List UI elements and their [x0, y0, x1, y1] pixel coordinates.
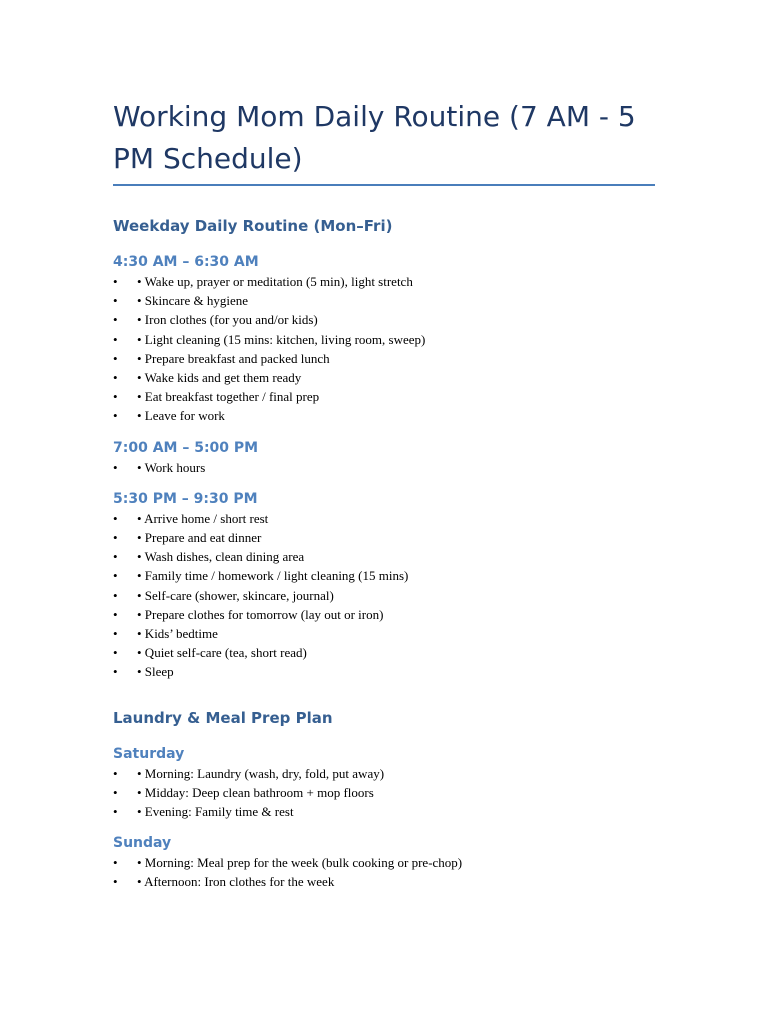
list-item [113, 458, 655, 477]
day-block-heading: Sunday [113, 835, 172, 852]
bullet-icon: • [113, 855, 118, 871]
bullet-icon: • [113, 804, 118, 820]
bullet-icon: • [113, 874, 118, 890]
list-item [113, 406, 655, 425]
bullet-icon: • [113, 331, 118, 347]
bullet-icon: • [113, 626, 118, 642]
section-laundry-meal-prep [113, 708, 655, 892]
bullet-icon: • [113, 530, 118, 546]
list-item-text: • Wake kids and get them ready [137, 370, 302, 386]
bullet-icon: • [113, 510, 118, 526]
bullet-icon: • [113, 274, 118, 289]
list-item [113, 272, 655, 291]
time-block-heading: 4:30 AM – 6:30 AM [113, 254, 259, 270]
bullet-icon: • [113, 645, 118, 661]
bullet-icon: • [113, 765, 118, 781]
list-item [113, 605, 655, 624]
list-item-text: • Leave for work [137, 408, 225, 424]
list-item [113, 291, 655, 310]
list-item [113, 349, 655, 368]
section-heading: Weekday Daily Routine (Mon–Fri) [113, 217, 393, 235]
list-item-text: • Iron clothes (for you and/or kids) [137, 312, 318, 328]
bullet-icon: • [113, 549, 118, 565]
list-item-text: • Wash dishes, clean dining area [137, 549, 305, 565]
bullet-icon: • [113, 389, 118, 405]
time-block-work [113, 438, 655, 477]
list-item-text: • Light cleaning (15 mins: kitchen, living room, sweep) [137, 331, 426, 347]
time-block-heading: 7:00 AM – 5:00 PM [113, 439, 259, 456]
day-block-heading: Saturday [113, 745, 185, 762]
title-underline [113, 184, 655, 186]
section-weekday-routine [113, 216, 655, 682]
task-list [113, 458, 655, 477]
bullet-icon: • [113, 408, 118, 424]
time-block-evening [113, 489, 655, 682]
list-item [113, 643, 655, 662]
list-item-text: • Family time / homework / light cleaning (15 mins) [137, 568, 409, 584]
list-item-text: • Evening: Family time & rest [137, 804, 294, 820]
bullet-icon: • [113, 312, 118, 328]
list-item-text: • Quiet self-care (tea, short read) [137, 645, 307, 661]
list-item [113, 802, 655, 821]
bullet-icon: • [113, 664, 118, 680]
bullet-icon: • [113, 370, 118, 386]
section-heading: Laundry & Meal Prep Plan [113, 708, 333, 727]
list-item [113, 528, 655, 547]
list-item-text: • Work hours [137, 459, 206, 475]
list-item-text: • Prepare clothes for tomorrow (lay out or iron) [137, 606, 384, 622]
list-item-text: • Eat breakfast together / final prep [137, 389, 320, 405]
task-list [113, 509, 655, 682]
list-item [113, 624, 655, 643]
list-item-text: • Wake up, prayer or meditation (5 min), light stretch [137, 274, 413, 289]
list-item [113, 872, 655, 891]
list-item-text: • Morning: Meal prep for the week (bulk cooking or pre-chop) [137, 855, 463, 871]
task-list [113, 853, 655, 891]
task-list [113, 764, 655, 822]
bullet-icon: • [113, 606, 118, 622]
list-item [113, 853, 655, 872]
list-item [113, 764, 655, 783]
list-item [113, 566, 655, 585]
bullet-icon: • [113, 293, 118, 309]
time-block-morning [113, 252, 655, 426]
time-block-heading: 5:30 PM – 9:30 PM [113, 490, 258, 507]
bullet-icon: • [113, 587, 118, 603]
list-item-text: • Sleep [137, 664, 174, 680]
list-item [113, 662, 655, 681]
list-item [113, 547, 655, 566]
list-item [113, 509, 655, 528]
list-item-text: • Morning: Laundry (wash, dry, fold, put away) [137, 765, 385, 781]
list-item [113, 330, 655, 349]
day-block-sunday [113, 833, 655, 891]
list-item-text: • Arrive home / short rest [137, 510, 269, 526]
day-block-saturday [113, 744, 655, 822]
bullet-icon: • [113, 459, 118, 475]
document-title: Working Mom Daily Routine (7 AM - 5 PM Schedule) [113, 100, 636, 175]
list-item [113, 387, 655, 406]
list-item [113, 586, 655, 605]
task-list [113, 272, 655, 426]
section-spacer [113, 694, 655, 708]
list-item [113, 368, 655, 387]
document-page [113, 96, 655, 904]
bullet-icon: • [113, 350, 118, 366]
list-item-text: • Prepare breakfast and packed lunch [137, 350, 330, 366]
list-item [113, 783, 655, 802]
list-item-text: • Prepare and eat dinner [137, 530, 262, 546]
bullet-icon: • [113, 784, 118, 800]
list-item-text: • Skincare & hygiene [137, 293, 249, 309]
list-item-text: • Afternoon: Iron clothes for the week [137, 874, 335, 890]
bullet-icon: • [113, 568, 118, 584]
list-item [113, 310, 655, 329]
list-item-text: • Midday: Deep clean bathroom + mop floors [137, 784, 374, 800]
list-item-text: • Kids’ bedtime [137, 626, 218, 642]
list-item-text: • Self-care (shower, skincare, journal) [137, 587, 334, 603]
